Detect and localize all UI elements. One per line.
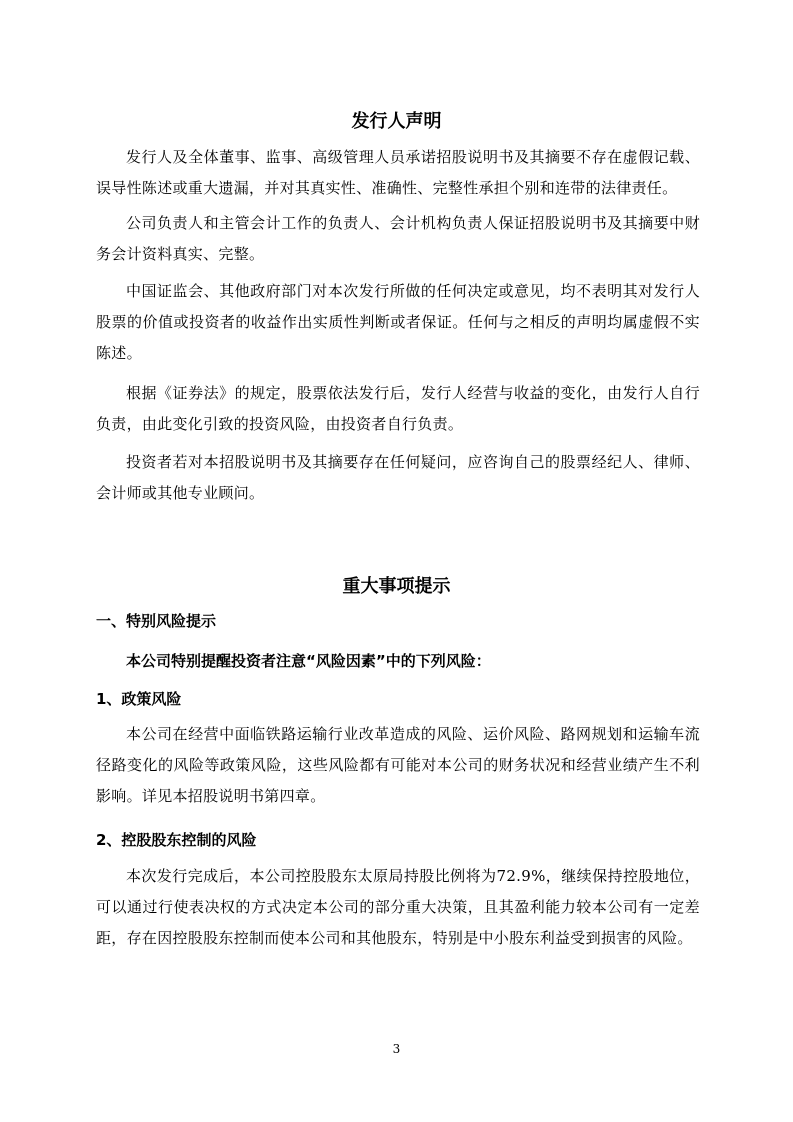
declaration-paragraph-3: 中国证监会、其他政府部门对本次发行所做的任何决定或意见，均不表明其对发行人股票的价值或投资者的收益作出实质性判断或者保证。任何与之相反的声明均属虚假不实陈述。 [96, 282, 700, 362]
declaration-paragraph-5: 投资者若对本招股说明书及其摘要存在任何疑问，应咨询自己的股票经纪人、律师、会计师或其他专业顾问。 [96, 453, 700, 502]
declaration-paragraph-1: 发行人及全体董事、监事、高级管理人员承诺招股说明书及其摘要不存在虚假记载、误导性陈述或重大遗漏，并对其真实性、准确性、完整性承担个别和连带的法律责任。 [96, 148, 700, 197]
declaration-paragraph-4: 根据《证券法》的规定，股票依法发行后，发行人经营与收益的变化，由发行人自行负责，由此变化引致的投资风险，由投资者自行负责。 [96, 384, 700, 433]
issuer-declaration-title: 发行人声明 [351, 111, 442, 132]
page-number: 3 [392, 1042, 401, 1056]
special-risk-heading: 一、特别风险提示 [96, 612, 217, 630]
policy-risk-paragraph: 本公司在经营中面临铁路运输行业改革造成的风险、运价风险、路网规划和运输车流径路变化的风险等政策风险，这些风险都有可能对本公司的财务状况和经营业绩产生不利影响。详见本招股说明书第四章。 [96, 725, 700, 805]
major-matters-title: 重大事项提示 [342, 576, 451, 597]
declaration-paragraph-2: 公司负责人和主管会计工作的负责人、会计机构负责人保证招股说明书及其摘要中财务会计资料真实、完整。 [96, 214, 700, 263]
controlling-shareholder-risk-heading: 2、控股股东控制的风险 [96, 831, 257, 849]
risk-notice: 本公司特别提醒投资者注意“风险因素”中的下列风险： [126, 652, 491, 670]
policy-risk-heading: 1、政策风险 [96, 690, 182, 708]
controlling-shareholder-risk-paragraph: 本次发行完成后，本公司控股股东太原局持股比例将为72.9%，继续保持控股地位，可以通过行使表决权的方式决定本公司的部分重大决策，且其盈利能力较本公司有一定差距，存在因控股股东控制而使本公司和其他股东，特别是中小股东利益受到损害的风险。 [96, 867, 700, 947]
